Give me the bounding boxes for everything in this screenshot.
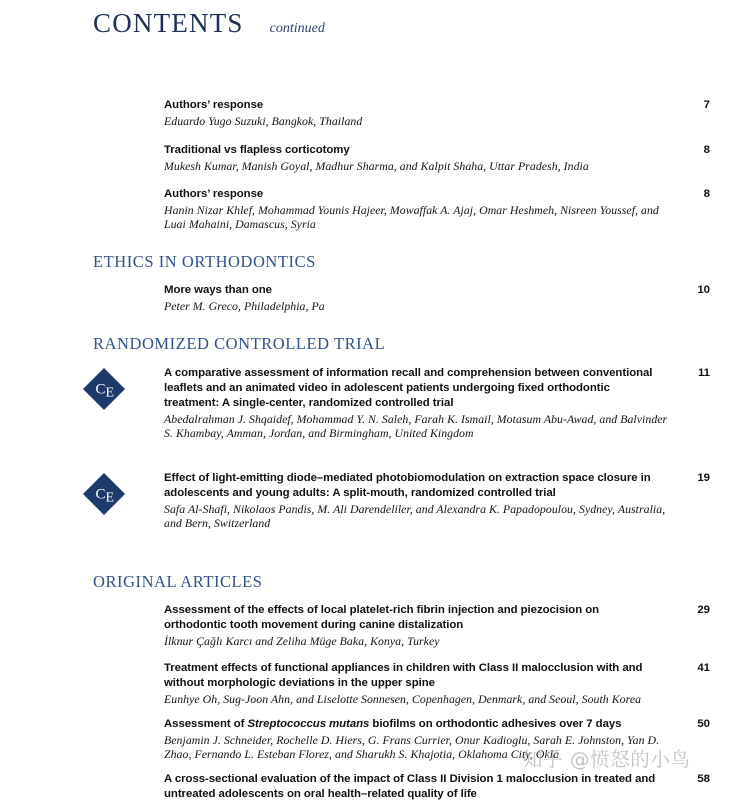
svg-text:C: C <box>95 486 106 503</box>
toc-entry-title: A comparative assessment of information recall and comprehension between conventional leaflets and an animated video in adolescent patients undergoing fixed orthodontic treatment: A single-center, randomized controlled trial <box>164 367 653 410</box>
ce-credit-badge-icon <box>82 472 126 516</box>
toc-entry-page-number: 19 <box>697 472 710 484</box>
ce-credit-badge-icon <box>82 367 126 411</box>
toc-entry-title: Authors’ response <box>164 188 264 200</box>
toc-entry[interactable] <box>164 98 710 128</box>
toc-entry[interactable] <box>164 717 710 762</box>
toc-entry[interactable] <box>164 283 710 313</box>
toc-entry-page-number: 8 <box>703 188 710 200</box>
toc-entry-authors: Abedalrahman J. Shqaidef, Mohammad Y. N. Saleh, Farah K. Ismail, Motasum Abu-Awad, and Balvinder S. Khambay, Amman, Jordan, and Birmingham, United Kingdom <box>164 411 668 441</box>
toc-entry-title: Traditional vs flapless corticotomy <box>164 144 350 156</box>
toc-entry-page-number: 10 <box>697 284 710 296</box>
toc-entry-authors: Safa Al-Shafi, Nikolaos Pandis, M. Ali Darendeliler, and Alexandra K. Papadopoulou, Sydney, Australia, and Bern, Switzerland <box>164 501 666 531</box>
toc-entry-page-number: 50 <box>697 718 710 730</box>
toc-entry-page-number: 58 <box>697 773 710 785</box>
toc-entry-authors: İlknur Çağlı Karcı and Zeliha Müge Baka, Konya, Turkey <box>164 633 440 648</box>
section-heading-randomized-controlled-trial: RANDOMIZED CONTROLLED TRIAL <box>93 334 386 353</box>
toc-entry-title: Treatment effects of functional appliances in children with Class II malocclusion with and without morphologic deviations in the upper spine <box>164 662 643 690</box>
toc-entry-page-number: 29 <box>697 604 710 616</box>
toc-entry[interactable] <box>164 471 710 531</box>
toc-entry[interactable] <box>164 603 710 648</box>
toc-entry[interactable] <box>164 772 710 800</box>
toc-entry-title: Authors’ response <box>164 99 264 111</box>
toc-entry-title-suffix: biofilms on orthodontic adhesives over 7 days <box>369 718 622 730</box>
toc-entry[interactable] <box>164 143 710 173</box>
toc-entry-page-number: 11 <box>697 367 710 379</box>
toc-entry-title: More ways than one <box>164 284 272 296</box>
toc-entry-authors: Peter M. Greco, Philadelphia, Pa <box>164 298 325 313</box>
toc-entry-page-number: 8 <box>703 144 710 156</box>
toc-entry-authors: Eduardo Yugo Suzuki, Bangkok, Thailand <box>164 113 363 128</box>
masthead-continued-label: continued <box>269 21 325 36</box>
section-heading-ethics-in-orthodontics: ETHICS IN ORTHODONTICS <box>93 252 316 271</box>
toc-entry-authors: Eunhye Oh, Sug-Joon Ahn, and Liselotte Sonnesen, Copenhagen, Denmark, and Seoul, South Korea <box>164 691 642 706</box>
toc-entry[interactable] <box>164 366 710 441</box>
toc-entry-title-species-name: Streptococcus mutans <box>247 718 370 730</box>
page-masthead <box>93 8 325 39</box>
page-title: CONTENTS <box>93 8 244 38</box>
toc-entry-title: Effect of light-emitting diode–mediated photobiomodulation on extraction space closure in adolescents and young adults: A split-mouth, randomized controlled trial <box>164 472 651 500</box>
watermark-overlay: 知乎 @愤怒的小鸟 <box>523 748 691 771</box>
svg-text:E: E <box>105 385 115 401</box>
toc-entry-page-number: 41 <box>697 662 710 674</box>
svg-text:C: C <box>95 381 106 398</box>
toc-entry-title: Assessment of the effects of local platelet-rich fibrin injection and piezocision on orthodontic tooth movement during canine distalization <box>164 604 600 632</box>
toc-entry-title <box>164 717 710 732</box>
toc-entry-title-prefix: Assessment of <box>164 718 248 730</box>
toc-entry-authors: Mukesh Kumar, Manish Goyal, Madhur Sharma, and Kalpit Shaha, Uttar Pradesh, India <box>164 158 589 173</box>
toc-entry-authors: Hanin Nizar Khlef, Mohammad Younis Hajeer, Mowaffak A. Ajaj, Omar Heshmeh, Nisreen Youssef, and Luai Mahaini, Damascus, Syria <box>164 202 659 232</box>
section-heading-original-articles: ORIGINAL ARTICLES <box>93 572 263 591</box>
toc-entry-page-number: 7 <box>703 99 710 111</box>
toc-entry-title: A cross-sectional evaluation of the impact of Class II Division 1 malocclusion in treated and untreated adolescents on oral health–related quality of life <box>164 773 656 800</box>
toc-entry[interactable] <box>164 661 710 706</box>
toc-entry[interactable] <box>164 187 710 232</box>
svg-text:E: E <box>105 490 115 506</box>
toc-entry-authors: Benjamin J. Schneider, Rochelle D. Hiers, G. Frans Currier, Onur Kadioglu, Sarah E. Johnston, Yan D. Zhao, Fernando L. Esteban Florez, and Sharukh S. Khajotia, Oklahoma City, Okla <box>164 732 660 762</box>
